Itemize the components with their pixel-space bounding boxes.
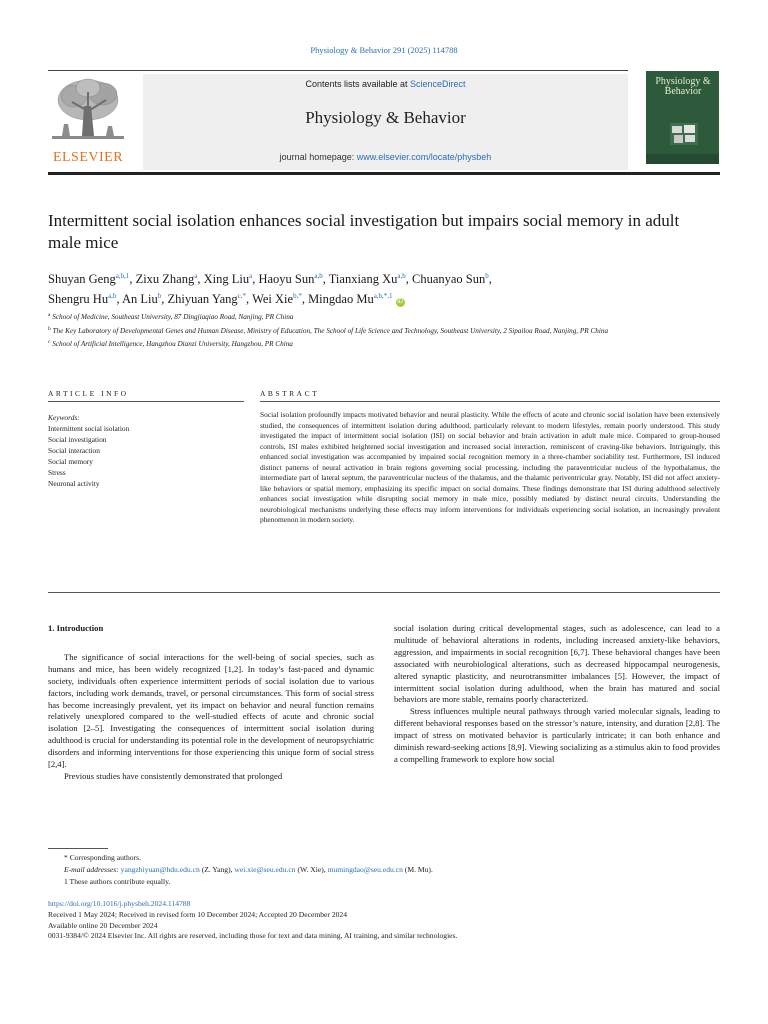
author-name[interactable]: Xing Liu	[203, 272, 250, 286]
cover-art-image	[670, 123, 698, 145]
keyword-item: Social memory	[48, 457, 93, 466]
email-link[interactable]: yangzhiyuan@hdu.edu.cn	[120, 865, 200, 875]
author-name[interactable]: Haoyu Sun	[258, 272, 315, 286]
author-list	[48, 268, 720, 308]
corresponding-note: * Corresponding authors.	[64, 853, 141, 862]
abstract-heading: ABSTRACT	[260, 389, 320, 398]
masthead-top-rule	[48, 70, 628, 71]
email-link[interactable]: wei.xie@seu.edu.cn	[234, 865, 296, 875]
footnote-rule	[48, 848, 108, 849]
affiliation-text: School of Artificial Intelligence, Hangzhou Dianzi University, Hangzhou, PR China	[52, 340, 293, 348]
publication-info	[48, 899, 720, 942]
author-affiliation-marker[interactable]: a	[249, 272, 253, 280]
journal-homepage	[143, 152, 628, 162]
contents-prefix: Contents lists available at	[305, 79, 411, 89]
author-name[interactable]: An Liu	[122, 292, 158, 306]
affiliation-text: The Key Laboratory of Developmental Genes and Human Disease, Ministry of Education, The School of Life Science and Technology, Southeast University, 2 Sipailou Road, Nanjing, PR China	[52, 326, 609, 335]
author-name[interactable]: Mingdao Mu	[308, 292, 374, 306]
equal-contribution-note: 1 These authors contribute equally.	[64, 877, 171, 887]
email-owner: (Z. Yang),	[199, 865, 235, 875]
section-divider	[48, 592, 720, 593]
author-name[interactable]: Wei Xie	[252, 292, 294, 306]
author-name[interactable]: Zixu Zhang	[135, 272, 195, 286]
author-affiliation-marker[interactable]: a,b,1	[115, 272, 130, 280]
author-affiliation-marker[interactable]: a,b,*,1	[373, 292, 393, 300]
author-affiliation-marker[interactable]: a,b	[397, 272, 406, 280]
body-paragraph: The significance of social interactions for the well-being of social species, such as humans and mice, has been widely recognized [1,2]. In today’s fast-paced and dynamic society, individuals often experience intermittent periods of social isolation due to various factors, including work demands, travel, or personal circumstances. This form of social stress has become increasingly prevalent, yet its impact on behavior and neural function remains relatively unexplored compared to the well-studied effects of acute and chronic social isolation [2–5]. Investigating the consequences of intermittent social isolation during adulthood is crucial for understanding its potential role in the development of neuropsychiatric disorders and informing interventions for those experiencing this unique form of social stress [2,4].	[48, 651, 374, 770]
article-info-rule	[48, 401, 244, 402]
author-affiliation-marker[interactable]: c,*	[237, 292, 247, 300]
author-separator: ,	[405, 272, 412, 286]
journal-citation[interactable]: Physiology & Behavior 291 (2025) 114788	[310, 45, 458, 55]
affiliation-key: c	[48, 339, 51, 345]
abstract-text: Social isolation profoundly impacts motivated behavior and neural plasticity. While the effects of acute and chronic social isolation have been extensively studied, the consequences of intermittent isolation during adulthood, particularly relevant to modern lifestyles, remain poorly understood. This study investigated the impact of intermittent social isolation (ISI) on social behavior and brain activation in adult male mice. Compared to group-housed controls, ISI males exhibited heightened social investigation and increased social interaction, reminiscent of craving-like behaviors. Intriguingly, this enhanced social investigation was accompanied by impaired social recognition memory in a three-chamber sociability test. Furthermore, ISI induced distinct patterns of neural activation in brain regions governing social processing, including the paraventricular nucleus of the hypothalamus, the intermediate part of lateral septum, the paraventricular nucleus of the thalamus, and the thalamic periventricular gray. Notably, ISI did not affect anxiety-like behaviors or spatial memory, emphasizing its specific impact on social domains. These findings demonstrate that ISI during adulthood selectively enhances social investigation while disrupting social memory in male mice, possibly mediated by distinct neural circuits. Understanding the neurobiological mechanisms underlying these effects may inform interventions for individuals experiencing social isolation, an increasingly prevalent phenomenon in modern society.	[260, 410, 720, 525]
affiliations	[48, 310, 720, 351]
author-affiliation-marker[interactable]: b	[485, 272, 489, 280]
author-affiliation-marker[interactable]: b,*	[293, 292, 302, 300]
keyword-item: Social interaction	[48, 446, 100, 455]
section-heading-introduction: 1. Introduction	[48, 623, 104, 633]
homepage-prefix: journal homepage:	[279, 152, 357, 162]
abstract-rule	[260, 401, 720, 402]
online-date: Available online 20 December 2024	[48, 920, 158, 930]
affiliation-key: a	[48, 312, 51, 318]
keyword-item: Intermittent social isolation	[48, 424, 130, 433]
author-separator: ,	[197, 272, 204, 286]
author-separator: ,	[129, 272, 136, 286]
author-affiliation-marker[interactable]: a,b	[108, 292, 117, 300]
footnotes	[48, 852, 720, 889]
keywords-block	[48, 412, 244, 489]
email-owner: (W. Xie),	[295, 865, 328, 875]
author-separator: ,	[252, 272, 259, 286]
author-separator: ,	[161, 292, 168, 306]
email-owner: (M. Mu).	[402, 865, 433, 875]
journal-cover-thumbnail[interactable]	[646, 71, 719, 164]
orcid-icon[interactable]: iD	[397, 299, 403, 305]
author-separator: ,	[322, 272, 329, 286]
author-separator: ,	[301, 292, 309, 306]
doi-link[interactable]: https://doi.org/10.1016/j.physbeh.2024.114788	[48, 899, 191, 908]
author-name[interactable]: Shengru Hu	[48, 292, 109, 306]
author-separator: ,	[488, 272, 492, 286]
affiliation-item	[48, 310, 720, 324]
journal-name: Physiology & Behavior	[305, 108, 466, 127]
author-name[interactable]: Shuyan Geng	[48, 272, 116, 286]
sciencedirect-link[interactable]: ScienceDirect	[410, 79, 466, 89]
author-name[interactable]: Chuanyao Sun	[411, 272, 486, 286]
author-affiliation-marker[interactable]: a,b	[314, 272, 323, 280]
article-info-heading: ARTICLE INFO	[48, 389, 129, 398]
elsevier-tree-logo	[48, 76, 128, 148]
author-affiliation-marker[interactable]: b	[157, 292, 162, 300]
body-paragraph: Stress influences multiple neural pathways through varied molecular signals, leading to different behavioral responses based on the stressor’s nature, intensity, and duration [2,8]. The impact of stress on motivated behavior is particularly intricate; it can both enhance and diminish reward-seeking actions [8,9]. Viewing socializing as a stimulus akin to food provides a compelling framework to explore how social	[394, 706, 720, 764]
author-name[interactable]: Tianxiang Xu	[328, 272, 398, 286]
keywords-label: Keywords:	[48, 413, 80, 422]
body-column-left	[48, 623, 374, 783]
affiliation-text: School of Medicine, Southeast University, 87 Dingjiaqiao Road, Nanjing, PR China	[52, 313, 294, 321]
cover-title: Physiology & Behavior	[655, 76, 711, 97]
body-paragraph: social isolation during critical developmental stages, such as adolescence, can lead to a multitude of behavioral alterations in rodents, including increased anxiety-like behaviors, aggression, and impairments in social recognition [6,7]. These behavioral changes have been associated with neurobiological alterations, such as decreased hippocampal neurogenesis, altered synaptic plasticity, and neurotransmitter imbalances [5]. However, the impact of intermittent social isolation during adulthood, when the brain has matured and social behaviors are more stable, remains poorly characterized.	[394, 623, 720, 705]
masthead-bottom-rule	[48, 172, 720, 175]
keyword-item: Stress	[48, 468, 66, 477]
body-paragraph: Previous studies have consistently demonstrated that prolonged	[64, 770, 283, 781]
received-dates: Received 1 May 2024; Received in revised form 10 December 2024; Accepted 20 December 2024	[48, 909, 348, 919]
contents-availability	[143, 79, 628, 89]
email-label: E-mail addresses:	[64, 865, 121, 875]
author-affiliation-marker[interactable]: a	[194, 272, 198, 280]
keyword-item: Social investigation	[48, 435, 107, 444]
affiliation-item	[48, 324, 720, 338]
copyright-line: 0031-9384/© 2024 Elsevier Inc. All rights are reserved, including those for text and data mining, AI training, and similar technologies.	[48, 931, 458, 941]
article-title: Intermittent social isolation enhances social investigation but impairs social memory in adult male mice	[48, 211, 680, 252]
homepage-link[interactable]: www.elsevier.com/locate/physbeh	[356, 152, 492, 162]
affiliation-key: b	[48, 325, 51, 332]
elsevier-wordmark: ELSEVIER	[52, 150, 124, 165]
email-link[interactable]: mumingdao@seu.edu.cn	[327, 865, 403, 875]
cover-base	[646, 154, 719, 164]
body-column-right	[394, 623, 720, 766]
keyword-item: Neuronal activity	[48, 479, 100, 488]
email-addresses	[48, 864, 720, 876]
author-separator: ,	[246, 292, 253, 306]
keywords-list	[48, 423, 244, 489]
affiliation-item	[48, 337, 720, 351]
author-separator: ,	[116, 292, 122, 306]
author-name[interactable]: Zhiyuan Yang	[167, 292, 238, 306]
